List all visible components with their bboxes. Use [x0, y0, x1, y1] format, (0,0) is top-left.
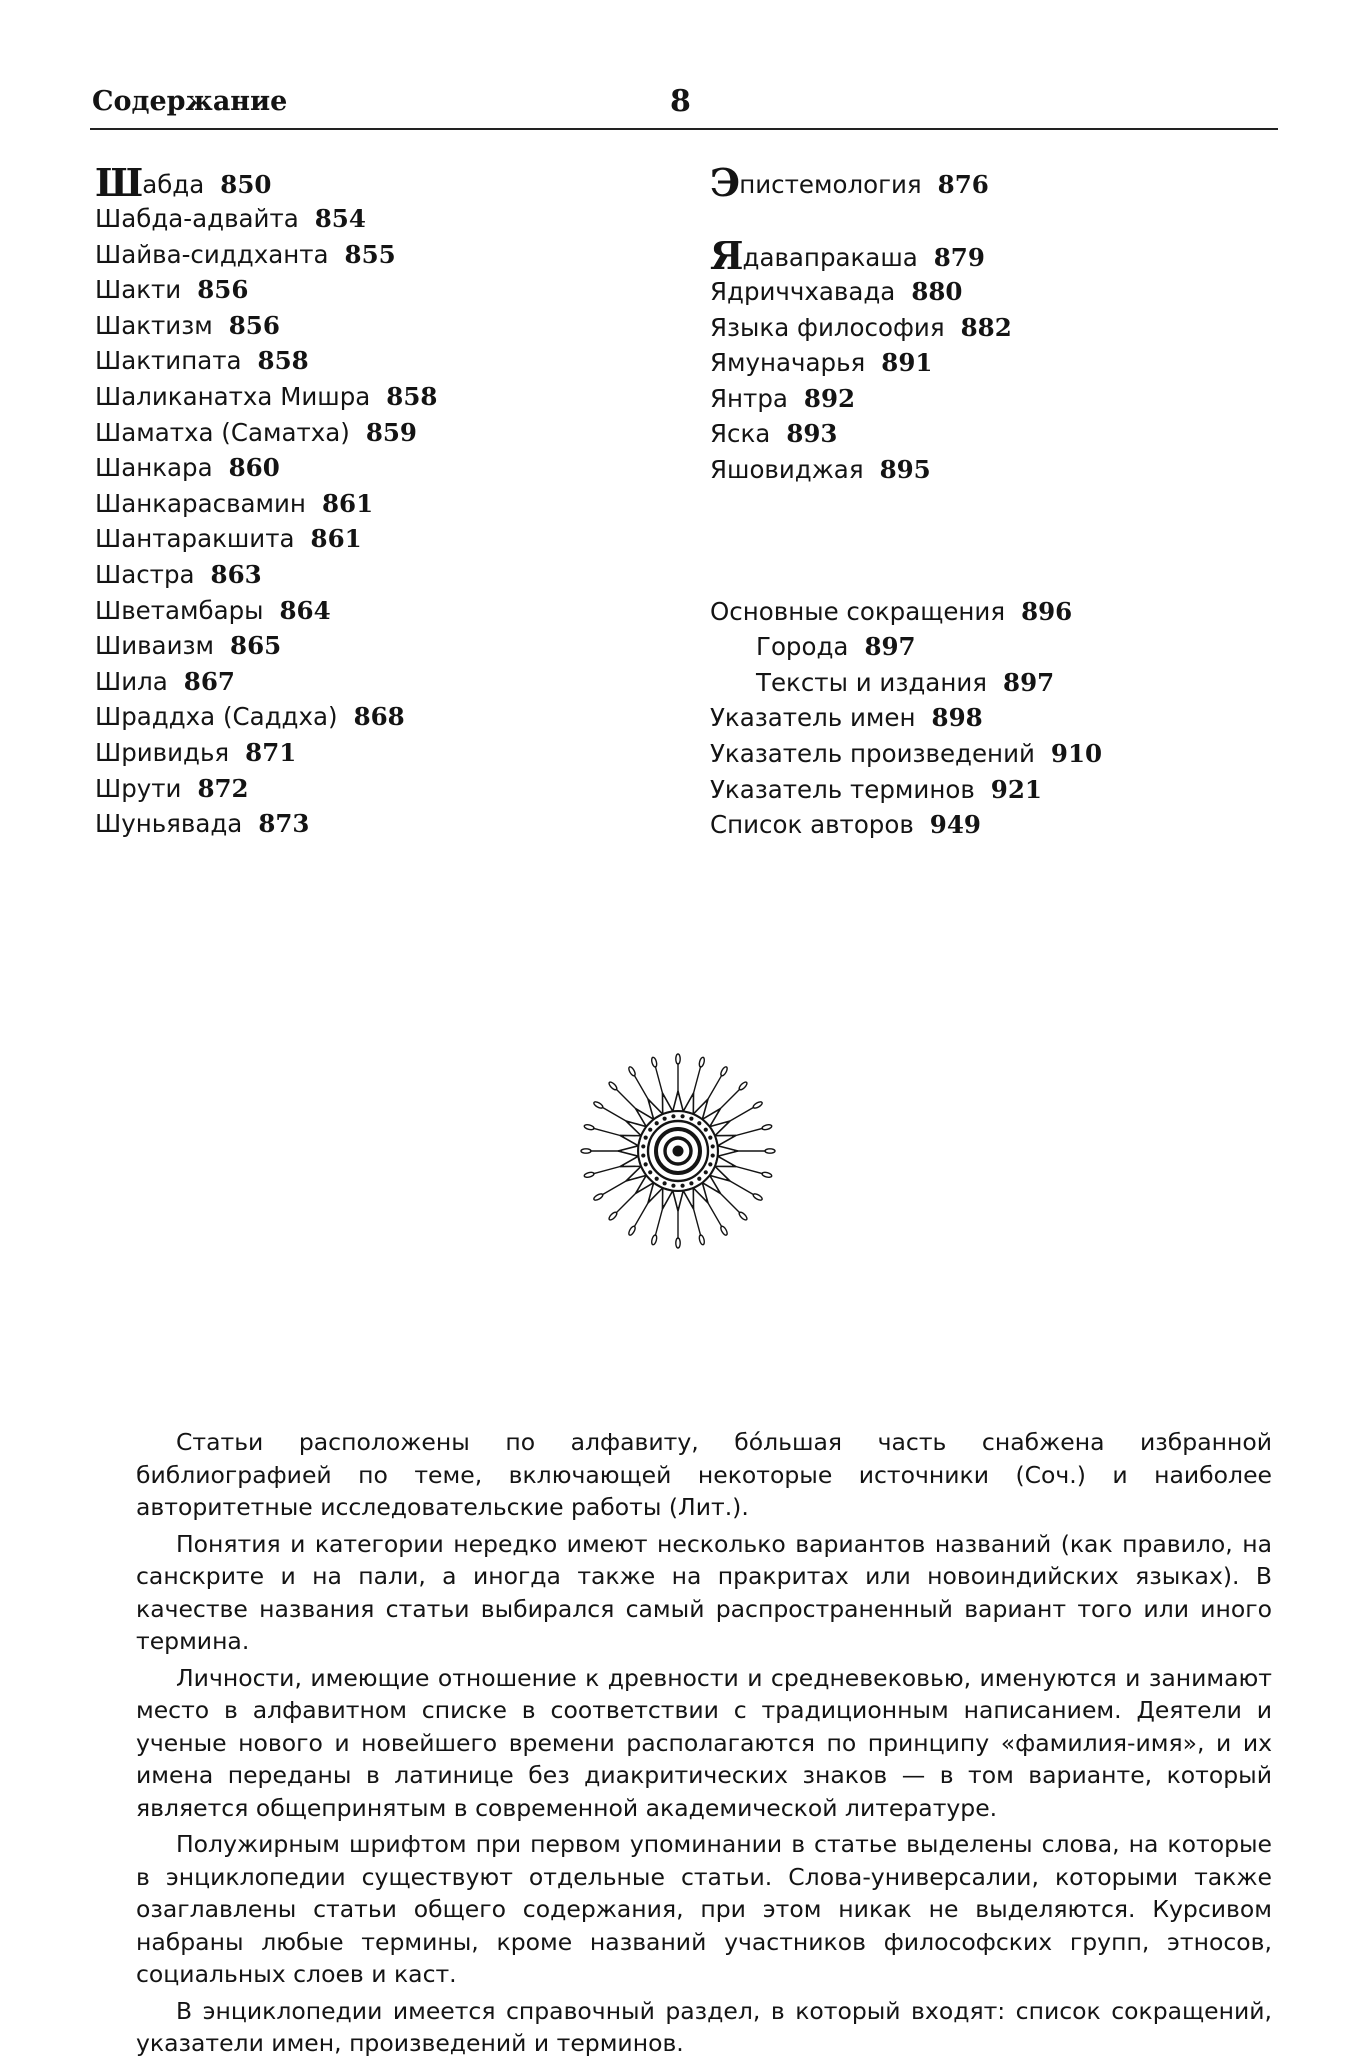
toc-entry[interactable] — [710, 629, 1270, 665]
toc-entry-title: давапракаша — [742, 243, 918, 272]
toc-entry-page: 871 — [245, 737, 297, 767]
spacer — [710, 201, 1270, 237]
ornament-ray — [616, 1191, 639, 1214]
toc-entry-title: Шаматха (Саматха) — [95, 417, 350, 447]
ornament-ray-tip — [720, 1225, 729, 1236]
ornament-petal — [673, 1091, 683, 1111]
ornament-ray — [593, 1165, 624, 1173]
toc-entry[interactable] — [710, 160, 1270, 205]
toc-entry-page: 893 — [786, 419, 838, 449]
drop-cap: Я — [710, 233, 743, 278]
toc-entry[interactable] — [710, 700, 1270, 736]
toc-entry[interactable] — [95, 415, 655, 451]
toc-entry[interactable] — [95, 771, 655, 807]
ornament-dot — [655, 1121, 659, 1125]
toc-entry-page: 880 — [911, 277, 963, 306]
drop-cap: Ш — [95, 160, 143, 205]
toc-entry-page: 855 — [344, 239, 396, 269]
toc-entry-title: Шастра — [95, 559, 195, 589]
toc-entry-title: Шраддха (Саддха) — [95, 702, 338, 732]
toc-entry-title: Шабда-адвайта — [95, 204, 299, 233]
ornament-ray-tip — [628, 1066, 637, 1077]
toc-entry[interactable] — [95, 699, 655, 735]
ornament-ray-tip — [698, 1057, 705, 1068]
ornament-ray — [602, 1179, 630, 1195]
toc-entry-title: Янтра — [710, 383, 788, 413]
toc-entry-page: 856 — [197, 275, 249, 305]
toc-entry-page: 865 — [230, 631, 282, 661]
ornament-petal — [673, 1191, 683, 1211]
ornament-center — [673, 1146, 684, 1157]
ornament-ray-tip — [651, 1057, 658, 1068]
toc-entry-title: Шуньявада — [95, 809, 243, 839]
toc-entry-page: 872 — [197, 773, 249, 803]
ornament-ray-tip — [765, 1149, 775, 1153]
toc-entry-page: 864 — [279, 595, 331, 625]
toc-entry[interactable] — [95, 593, 655, 629]
toc-entry[interactable] — [710, 807, 1270, 843]
ornament-dot — [641, 1153, 645, 1157]
ornament-dot — [711, 1153, 715, 1157]
toc-entry-page: 863 — [210, 559, 262, 589]
ornament-ray-tip — [584, 1124, 595, 1131]
ornament-ray-tip — [628, 1225, 637, 1236]
toc-entry-title: Шветамбары — [95, 595, 264, 625]
toc-entry-page: 921 — [990, 774, 1042, 804]
toc-entry[interactable] — [95, 664, 655, 700]
spacer — [710, 488, 1270, 594]
ornament-ray — [718, 1089, 741, 1112]
toc-entry-page: 897 — [1003, 667, 1055, 697]
toc-entry[interactable] — [95, 201, 655, 237]
ornament-dot — [644, 1136, 648, 1140]
ornament-dot — [689, 1181, 693, 1185]
ornament-ray-tip — [761, 1124, 772, 1131]
ornament-dot — [648, 1128, 652, 1132]
toc-entry-title: Шаликанатха Мишра — [95, 381, 371, 411]
toc-entry[interactable] — [710, 274, 1270, 310]
toc-entry[interactable] — [710, 233, 1270, 278]
toc-entry-page: 879 — [933, 243, 985, 272]
ornament-dot — [671, 1114, 675, 1118]
ornament-petal — [626, 1121, 646, 1136]
ornament-dot — [663, 1117, 667, 1121]
toc-entry[interactable] — [95, 272, 655, 308]
toc-entry[interactable] — [710, 381, 1270, 417]
toc-entry[interactable] — [710, 416, 1270, 452]
toc-entry-title: Шривидья — [95, 737, 230, 767]
toc-entry-title: Шанкара — [95, 453, 213, 483]
ornament-dot — [708, 1162, 712, 1166]
toc-entry-page: 897 — [864, 632, 916, 662]
toc-entry-page: 896 — [1021, 596, 1073, 626]
ornament-ray — [732, 1165, 763, 1173]
toc-entry-page: 850 — [220, 170, 272, 199]
toc-entry[interactable] — [710, 594, 1270, 630]
paragraph: Понятия и категории нередко имеют несколько вариантов названий (как правило, на санскрите и на пали, а иногда также на пракритах или новоиндийских языках). В качестве названия статьи выбирался самый распространенный вариант того или иного термина. — [136, 1529, 1272, 1655]
ornament-ray-tip — [584, 1171, 595, 1178]
toc-entry-title: Список авторов — [710, 810, 914, 840]
ornament-ray-tip — [593, 1101, 604, 1110]
ornament-ray-tip — [676, 1238, 680, 1248]
ornament-dot — [648, 1170, 652, 1174]
paragraph: В энциклопедии имеется справочный раздел, в который входят: список сокращений, указатели имен, произведений и терминов. — [136, 1996, 1272, 2057]
toc-entry-page: 868 — [353, 702, 405, 732]
intro-text — [136, 1426, 1272, 2064]
ornament-ray-tip — [738, 1081, 748, 1091]
toc-entry-page: 949 — [929, 810, 981, 840]
ornament-petal — [693, 1099, 708, 1119]
page-number: 8 — [670, 84, 691, 119]
ornament-ray — [706, 1075, 722, 1103]
toc-entry[interactable] — [95, 486, 655, 522]
ornament-ray-tip — [581, 1149, 591, 1153]
ornament-dot — [644, 1162, 648, 1166]
toc-left-column — [95, 160, 655, 842]
ornament-ray-tip — [593, 1193, 604, 1202]
ornament-dot — [680, 1184, 684, 1188]
toc-entry[interactable] — [95, 628, 655, 664]
ornament-ray — [593, 1128, 624, 1136]
toc-entry-page: 858 — [257, 346, 309, 376]
toc-entry-page: 858 — [386, 381, 438, 411]
ornament-ray — [732, 1128, 763, 1136]
toc-entry[interactable] — [95, 237, 655, 273]
ornament-dot — [704, 1128, 708, 1132]
ornament-petal — [710, 1121, 730, 1136]
ornament-ray-tip — [608, 1081, 618, 1091]
toc-entry-page: 892 — [803, 383, 856, 413]
ornament-ray — [634, 1199, 650, 1227]
ornament-ray-tip — [608, 1211, 618, 1221]
ornament-ray — [692, 1205, 700, 1236]
ornament-ray — [692, 1066, 700, 1097]
toc-entry-page: 898 — [931, 703, 983, 733]
toc-entry-title: Ядриччхавада — [710, 277, 896, 306]
ornament-dot — [697, 1121, 701, 1125]
toc-entry[interactable] — [95, 343, 655, 379]
toc-entry[interactable] — [95, 557, 655, 593]
ornament-dot — [663, 1181, 667, 1185]
toc-entry-page: 856 — [228, 310, 280, 340]
toc-entry-title: Тексты и издания — [756, 667, 988, 697]
ornament-dot — [689, 1117, 693, 1121]
ornament-ray — [655, 1066, 663, 1097]
toc-entry-title: Шактипата — [95, 346, 242, 376]
toc-entry-page: 910 — [1050, 738, 1103, 768]
ornament-ray-tip — [720, 1066, 729, 1077]
ornament-petal — [626, 1166, 646, 1181]
ornament-petal — [648, 1099, 663, 1119]
ornament-ray-tip — [676, 1054, 680, 1064]
toc-entry-title: Шанкарасвамин — [95, 488, 306, 518]
ornament-ray-tip — [738, 1211, 748, 1221]
toc-entry[interactable] — [95, 735, 655, 771]
ornament-petal — [710, 1166, 730, 1181]
ornament-dot — [680, 1114, 684, 1118]
ornament-ray — [726, 1179, 754, 1195]
ornament-dot — [641, 1144, 645, 1148]
toc-entry-title: Шайва-сиддханта — [95, 239, 329, 269]
toc-entry-page: 882 — [960, 312, 1012, 342]
toc-entry[interactable] — [710, 310, 1270, 346]
toc-entry-title: Шактизм — [95, 310, 213, 340]
toc-entry[interactable] — [710, 736, 1270, 772]
toc-entry-page: 859 — [365, 417, 417, 447]
ornament-petal — [618, 1146, 638, 1156]
ornament-dot — [711, 1144, 715, 1148]
toc-entry-title: Шакти — [95, 275, 182, 305]
ornament-petal — [718, 1146, 738, 1156]
paragraph: Личности, имеющие отношение к древности и средневековью, именуются и занимают место в алфавитном списке в соответствии с традиционным написанием. Деятели и ученые нового и новейшего времени располагаются по принципу «фамилия-имя», и их имена переданы в латинице без диакритических знаков — в том варианте, который является общепринятым в современной академической литературе. — [136, 1663, 1272, 1822]
toc-entry-page: 854 — [314, 204, 366, 233]
toc-entry-title: Яска — [710, 419, 771, 449]
ornament-dot — [655, 1177, 659, 1181]
paragraph: Статьи расположены по алфавиту, бо́льшая часть снабжена избранной библиографией по теме, включающей некоторые источники (Соч.) и наиболее авторитетные исследовательские работы (Лит.). — [136, 1428, 1272, 1521]
toc-entry-title: Яшовиджая — [710, 454, 864, 484]
ornament-ray — [655, 1205, 663, 1236]
toc-entry[interactable] — [95, 521, 655, 557]
toc-entry-title: Шиваизм — [95, 631, 215, 661]
toc-entry-page: 861 — [310, 524, 362, 554]
toc-entry[interactable] — [95, 160, 655, 205]
toc-entry-title: Указатель произведений — [710, 738, 1035, 768]
toc-entry-page: 873 — [258, 809, 310, 839]
toc-entry-title: Шила — [95, 666, 168, 696]
ornament-ray — [718, 1191, 741, 1214]
ornament-petal — [648, 1183, 663, 1203]
toc-entry[interactable] — [95, 806, 655, 842]
toc-entry-title: Шантаракшита — [95, 524, 295, 554]
ornament-ray — [616, 1089, 639, 1112]
toc-entry[interactable] — [710, 772, 1270, 808]
mandala-ornament-icon — [578, 1036, 778, 1266]
ornament-ray — [706, 1199, 722, 1227]
ornament-ray-tip — [698, 1234, 705, 1245]
ornament-dot — [704, 1170, 708, 1174]
paragraph: Полужирным шрифтом при первом упоминании в статье выделены слова, на которые в энциклопедии существуют отдельные статьи. Слова-универсалии, которыми также озаглавлены статьи общего содержания, при этом никак не выделяются. Курсивом набраны любые термины, кроме названий участников философских групп, этносов, социальных слоев и каст. — [136, 1830, 1272, 1988]
ornament-ray — [602, 1107, 630, 1123]
toc-entry-title: Основные сокращения — [710, 596, 1006, 626]
ornament-dot — [671, 1184, 675, 1188]
ornament-ray-tip — [761, 1171, 772, 1178]
toc-entry-title: Языка философия — [710, 312, 945, 342]
ornament-ray-tip — [651, 1234, 658, 1245]
toc-right-column — [710, 160, 1270, 843]
ornament-ray — [634, 1075, 650, 1103]
ornament-dot — [708, 1136, 712, 1140]
toc-entry-page: 891 — [881, 348, 933, 378]
toc-entry-title: Указатель имен — [710, 703, 916, 733]
toc-entry-page: 861 — [321, 488, 374, 518]
toc-entry[interactable] — [710, 452, 1270, 488]
page-header — [90, 82, 1278, 130]
toc-entry-page: 867 — [183, 666, 235, 696]
toc-entry-page: 860 — [228, 453, 280, 483]
toc-entry-title: Города — [756, 632, 849, 662]
toc-entry-title: пистемология — [739, 170, 922, 199]
toc-entry[interactable] — [710, 665, 1270, 701]
section-title: Содержание — [92, 86, 288, 117]
ornament-ray-tip — [752, 1193, 763, 1202]
toc-entry[interactable] — [95, 308, 655, 344]
toc-entry[interactable] — [95, 450, 655, 486]
toc-entry-page: 895 — [879, 454, 931, 484]
toc-entry-title: Ямуначарья — [710, 348, 866, 378]
toc-entry-page: 876 — [937, 170, 989, 199]
toc-entry[interactable] — [710, 345, 1270, 381]
drop-cap: Э — [710, 160, 740, 205]
toc-entry-title: Указатель терминов — [710, 774, 975, 804]
toc-entry-title: абда — [142, 170, 205, 199]
ornament-ray — [726, 1107, 754, 1123]
ornament-petal — [693, 1183, 708, 1203]
ornament-ray-tip — [752, 1101, 763, 1110]
toc-entry-title: Шрути — [95, 773, 182, 803]
toc-entry[interactable] — [95, 379, 655, 415]
ornament-dot — [697, 1177, 701, 1181]
